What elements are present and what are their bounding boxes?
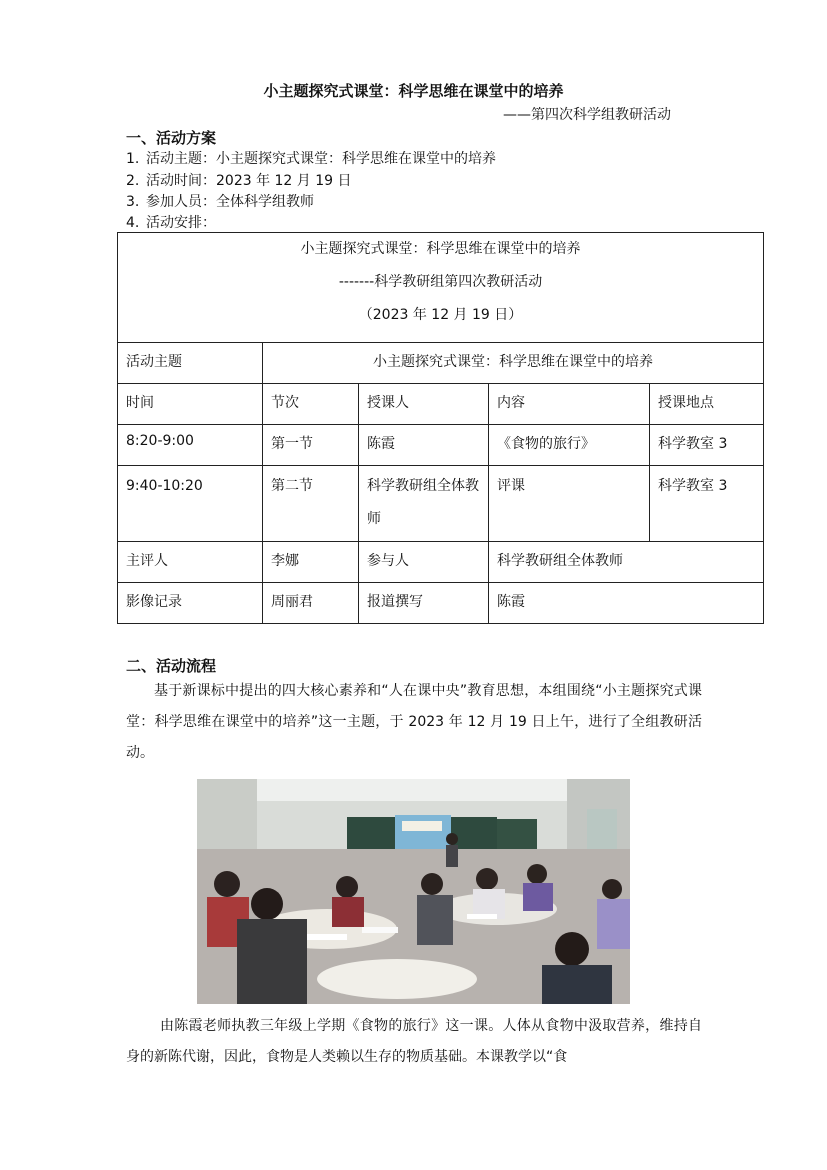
document-title: 小主题探究式课堂：科学思维在课堂中的培养	[263, 82, 564, 100]
table-cell: 9:40-10:20	[118, 466, 263, 542]
table-cell: 《食物的旅行》	[489, 425, 650, 466]
column-header: 内容	[489, 384, 650, 425]
plan-item-arrangement	[126, 212, 216, 232]
table-header-row	[118, 384, 764, 425]
table-cell: 科学教室 3	[650, 466, 764, 542]
classroom-photo	[197, 779, 630, 1004]
schedule-table	[117, 232, 764, 624]
column-header: 节次	[263, 384, 359, 425]
table-row	[118, 343, 764, 384]
item-text: 活动主题：小主题探究式课堂：科学思维在课堂中的培养	[146, 151, 496, 167]
table-cell: 陈霞	[359, 425, 489, 466]
video-value: 周丽君	[263, 583, 359, 624]
video-label: 影像记录	[118, 583, 263, 624]
item-text: 活动时间：2023 年 12 月 19 日	[146, 173, 352, 189]
paragraph-intro: 基于新课标中提出的四大核心素养和“人在课中央”教育思想，本组围绕“小主题探究式课堂：科学思维在课堂中的培养”这一主题，于 2023 年 12 月 19 日上午，进行了全组教研活动。	[126, 683, 702, 761]
plan-item-theme	[126, 148, 496, 168]
report-value: 陈霞	[489, 583, 764, 624]
paragraph-lesson: 由陈霞老师执教三年级上学期《食物的旅行》这一课。人体从食物中汲取营养，维持自身的新陈代谢，因此，食物是人类赖以生存的物质基础。本课教学以“食	[126, 1018, 702, 1065]
column-header: 授课地点	[650, 384, 764, 425]
table-header-title: 小主题探究式课堂：科学思维在课堂中的培养	[300, 241, 581, 257]
table-cell: 8:20-9:00	[118, 425, 263, 466]
section-heading-process: 二、活动流程	[126, 657, 217, 675]
document-subtitle: ——第四次科学组教研活动	[503, 107, 671, 123]
reviewer-label: 主评人	[118, 542, 263, 583]
theme-value: 小主题探究式课堂：科学思维在课堂中的培养	[263, 343, 764, 384]
table-row	[118, 425, 764, 466]
table-cell: 科学教研组全体教师	[359, 466, 489, 542]
table-row	[118, 583, 764, 624]
plan-item-time	[126, 170, 352, 190]
table-header-cell	[118, 233, 764, 343]
table-row	[118, 466, 764, 542]
column-header: 授课人	[359, 384, 489, 425]
table-cell: 第一节	[263, 425, 359, 466]
theme-label: 活动主题	[118, 343, 263, 384]
item-number: 3.	[126, 194, 140, 210]
item-number: 2.	[126, 173, 140, 189]
table-row	[118, 542, 764, 583]
participants-label: 参与人	[359, 542, 489, 583]
table-header-date: （2023 年 12 月 19 日）	[358, 307, 523, 323]
item-text: 活动安排：	[146, 215, 216, 231]
reviewer-value: 李娜	[263, 542, 359, 583]
section-heading-plan: 一、活动方案	[126, 129, 217, 147]
table-cell: 科学教室 3	[650, 425, 764, 466]
item-number: 4.	[126, 215, 140, 231]
table-header-subtitle: -------科学教研组第四次教研活动	[338, 274, 543, 290]
item-text: 参加人员：全体科学组教师	[146, 194, 314, 210]
table-cell: 第二节	[263, 466, 359, 542]
item-number: 1.	[126, 151, 140, 167]
participants-value: 科学教研组全体教师	[489, 542, 764, 583]
column-header: 时间	[118, 384, 263, 425]
plan-item-participants	[126, 191, 314, 211]
report-label: 报道撰写	[359, 583, 489, 624]
table-cell: 评课	[489, 466, 650, 542]
